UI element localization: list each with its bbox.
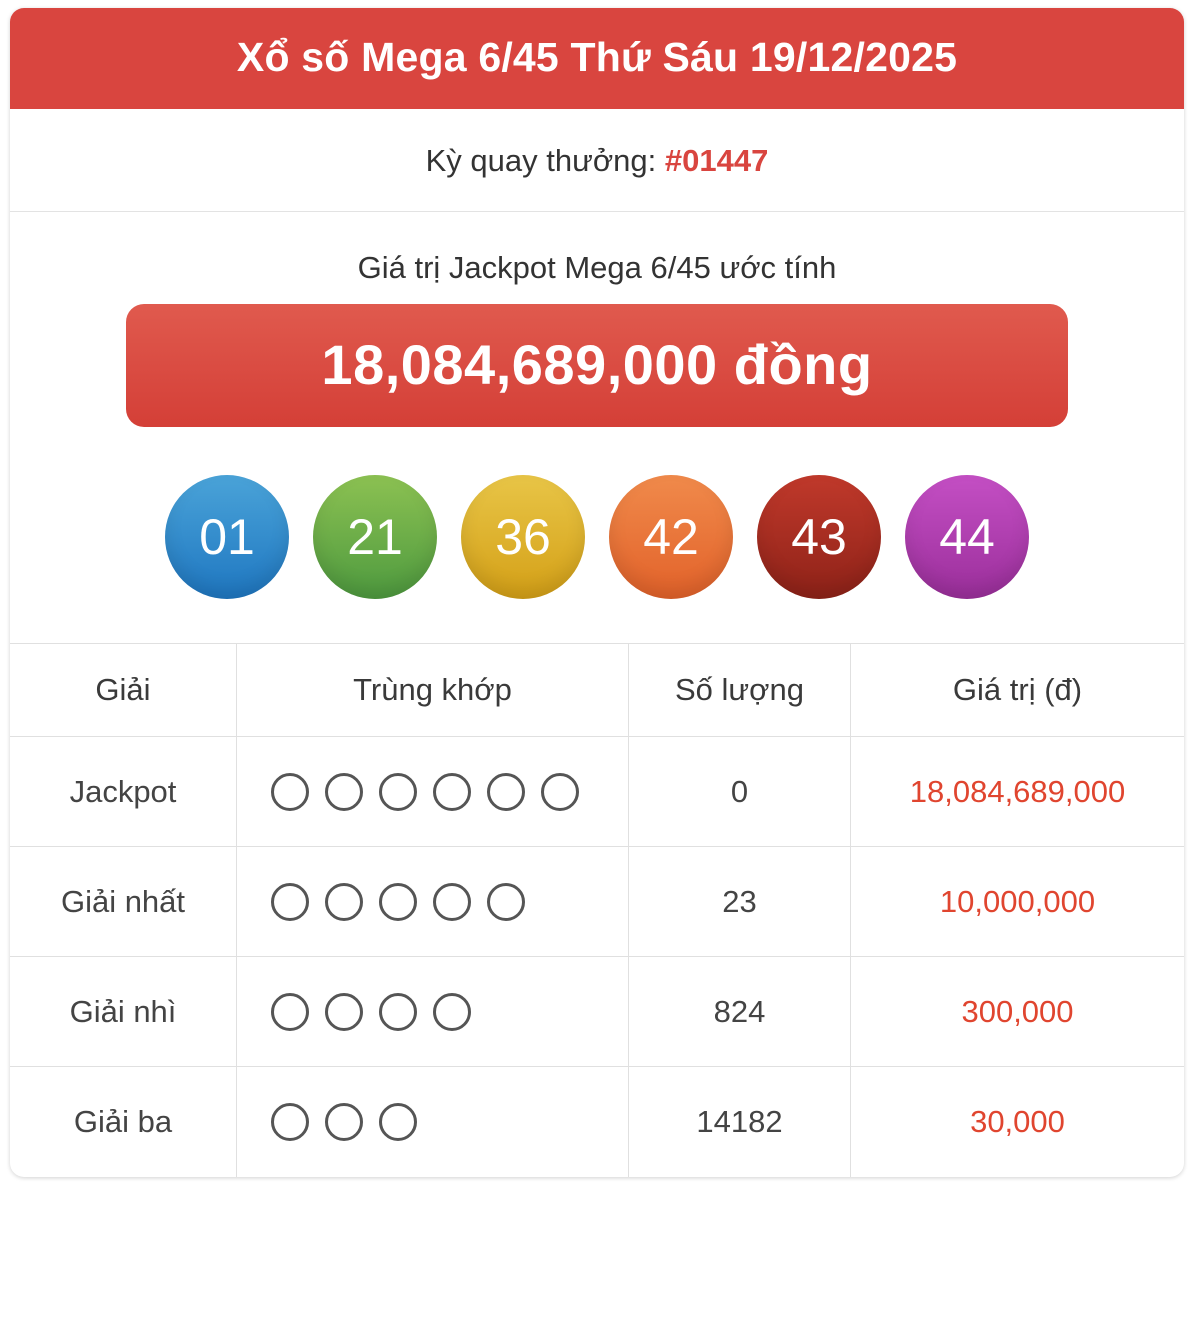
match-circle-icon: [325, 773, 363, 811]
page-title: Xổ số Mega 6/45 Thứ Sáu 19/12/2025: [10, 8, 1184, 109]
winning-number-ball: 44: [905, 475, 1029, 599]
jackpot-amount-wrap: [10, 304, 1184, 427]
match-circle-icon: [271, 773, 309, 811]
winning-number-ball: 21: [313, 475, 437, 599]
jackpot-amount: 18,084,689,000 đồng: [126, 304, 1068, 427]
table-row: [10, 737, 1184, 847]
winner-count: 0: [629, 737, 851, 847]
match-circle-icon: [271, 993, 309, 1031]
draw-label: Kỳ quay thưởng:: [425, 143, 657, 178]
jackpot-label: Giá trị Jackpot Mega 6/45 ước tính: [357, 250, 837, 285]
prize-value: 10,000,000: [851, 847, 1185, 957]
match-circle-icon: [379, 993, 417, 1031]
header-value: Giá trị (đ): [851, 644, 1185, 737]
match-circle-icon: [433, 993, 471, 1031]
winner-count: 23: [629, 847, 851, 957]
match-circle-icon: [325, 883, 363, 921]
prize-table-body: [10, 737, 1184, 1177]
match-circle-icon: [379, 883, 417, 921]
match-circles: [237, 1067, 629, 1177]
table-row: [10, 957, 1184, 1067]
winning-number-ball: 43: [757, 475, 881, 599]
prize-value: 300,000: [851, 957, 1185, 1067]
match-circle-icon: [487, 773, 525, 811]
draw-code: #01447: [664, 143, 769, 178]
prize-value: 30,000: [851, 1067, 1185, 1177]
match-circle-icon: [487, 883, 525, 921]
match-circle-icon: [325, 1103, 363, 1141]
prize-value: 18,084,689,000: [851, 737, 1185, 847]
match-circle-icon: [271, 883, 309, 921]
match-circles: [237, 847, 629, 957]
match-circles: [237, 957, 629, 1067]
header-prize: Giải: [10, 644, 237, 737]
match-circles: [237, 737, 629, 847]
result-card: [10, 8, 1184, 1177]
winner-count: 824: [629, 957, 851, 1067]
winner-count: 14182: [629, 1067, 851, 1177]
match-circle-icon: [271, 1103, 309, 1141]
header-match: Trùng khớp: [237, 644, 629, 737]
match-circle-icon: [433, 883, 471, 921]
match-circle-icon: [379, 1103, 417, 1141]
prize-name: Giải nhì: [10, 957, 237, 1067]
winning-number-ball: 42: [609, 475, 733, 599]
header-count: Số lượng: [629, 644, 851, 737]
table-row: [10, 1067, 1184, 1177]
prize-name: Giải nhất: [10, 847, 237, 957]
table-row: [10, 847, 1184, 957]
prize-name: Giải ba: [10, 1067, 237, 1177]
winning-number-ball: 36: [461, 475, 585, 599]
prize-table: [10, 643, 1184, 1177]
match-circle-icon: [541, 773, 579, 811]
winning-number-ball: 01: [165, 475, 289, 599]
match-circle-icon: [325, 993, 363, 1031]
winning-numbers: [10, 427, 1184, 643]
table-header-row: [10, 644, 1184, 737]
draw-info: [10, 109, 1184, 212]
match-circle-icon: [379, 773, 417, 811]
prize-name: Jackpot: [10, 737, 237, 847]
match-circle-icon: [433, 773, 471, 811]
